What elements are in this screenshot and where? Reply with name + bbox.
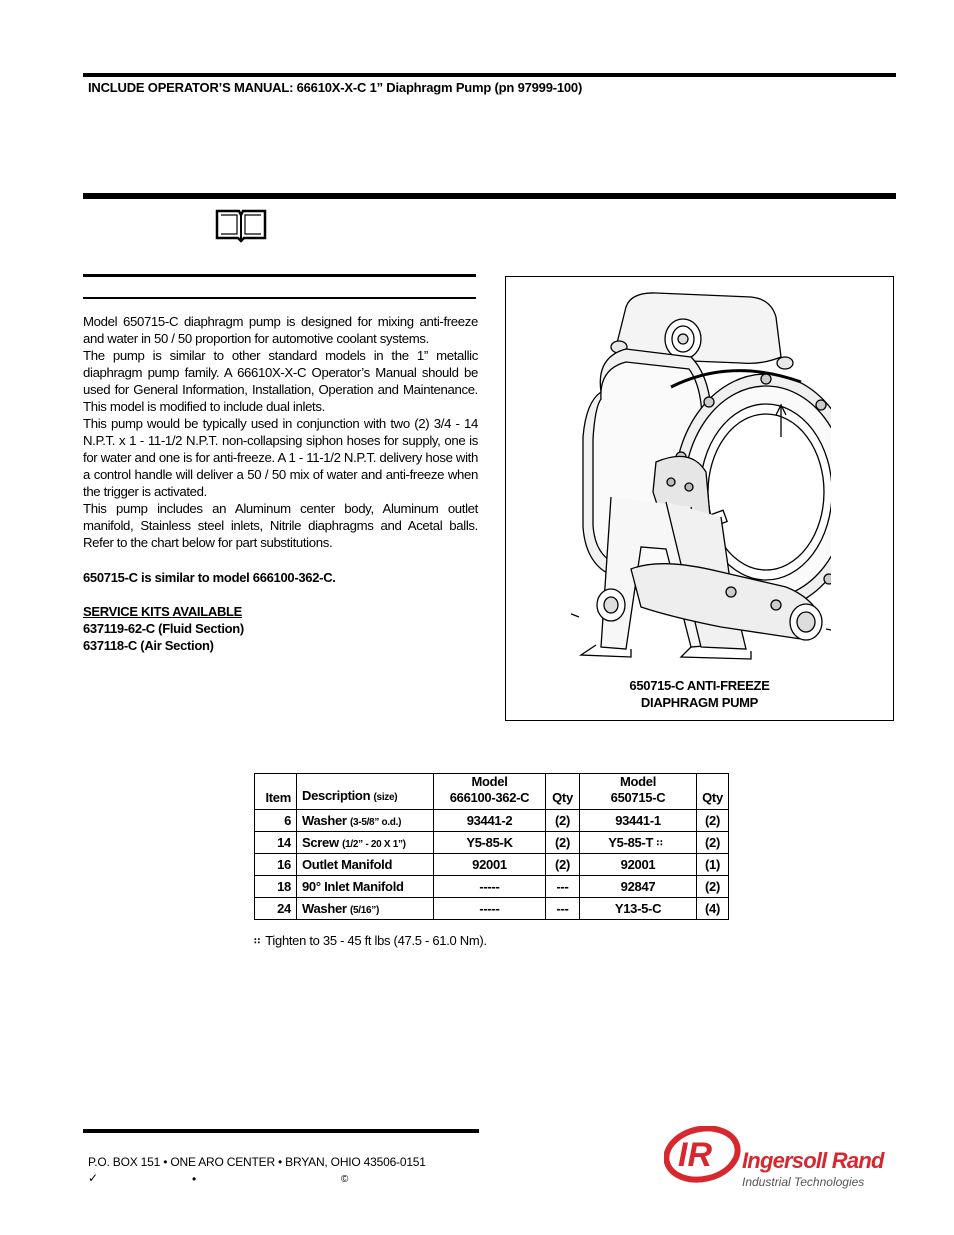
copyright-symbol: © bbox=[341, 1174, 349, 1185]
cell-description-size: (5/16”) bbox=[350, 905, 380, 916]
cell-item: 16 bbox=[255, 854, 297, 876]
header-description-label: Description bbox=[302, 788, 371, 803]
cell-description bbox=[297, 854, 434, 876]
cell-description bbox=[297, 832, 434, 854]
ir-logo-mark bbox=[664, 1126, 894, 1190]
company-address: P.O. BOX 151 • ONE ARO CENTER • BRYAN, OHIO 43506-0151 bbox=[88, 1155, 426, 1169]
intro-paragraph: Model 650715-C diaphragm pump is designed for mixing anti-freeze and water in 50 / 50 proportion for automotive coolant systems. bbox=[83, 314, 478, 346]
cell-qty2: (4) bbox=[697, 898, 729, 920]
intro-text bbox=[83, 313, 478, 551]
logo-brand-text: Ingersoll Rand bbox=[742, 1148, 884, 1173]
section-rule bbox=[83, 193, 896, 199]
header-model2 bbox=[580, 774, 697, 810]
cell-description-size: (1/2” - 20 X 1”) bbox=[342, 839, 406, 850]
cell-description-name: Screw bbox=[302, 835, 339, 850]
cell-description bbox=[297, 876, 434, 898]
torque-mark-icon: ∷ bbox=[254, 936, 260, 946]
service-kits-title: SERVICE KITS AVAILABLE bbox=[83, 604, 243, 619]
logo-mark-text: IR bbox=[678, 1136, 712, 1174]
logo-tagline-text: Industrial Technologies bbox=[742, 1175, 865, 1189]
left-column-rule-1 bbox=[83, 274, 476, 277]
table-header-row bbox=[255, 774, 729, 810]
cell-description-name: Washer bbox=[302, 813, 347, 828]
cell-qty2: (2) bbox=[697, 876, 729, 898]
cell-qty1: (2) bbox=[546, 832, 580, 854]
top-rule bbox=[83, 73, 896, 77]
cell-model2: 92001 bbox=[580, 854, 697, 876]
cell-qty1: (2) bbox=[546, 810, 580, 832]
cell-model1: 92001 bbox=[434, 854, 546, 876]
service-kit-fluid: 637119-62-C (Fluid Section) bbox=[83, 621, 244, 636]
ingersoll-rand-logo bbox=[664, 1126, 894, 1195]
table-row bbox=[255, 810, 729, 832]
intro-paragraph: The pump is similar to other standard models in the 1” metallic diaphragm pump family. A 66610X-X-C Operator’s Manual should be used for General Information, Installation, Operation and Maintenance. This model is modified to include dual inlets. bbox=[83, 348, 478, 414]
cell-item: 14 bbox=[255, 832, 297, 854]
torque-mark-icon: ∷ bbox=[656, 838, 662, 848]
left-column-rule-2 bbox=[83, 297, 476, 299]
footer-rule bbox=[83, 1129, 479, 1133]
cell-model1: ----- bbox=[434, 898, 546, 920]
header-model1 bbox=[434, 774, 546, 810]
figure-caption-line2: DIAPHRAGM PUMP bbox=[640, 695, 759, 710]
figure-caption-line1: 650715-C ANTI-FREEZE bbox=[629, 678, 770, 693]
cell-qty2: (2) bbox=[697, 810, 729, 832]
pump-figure bbox=[505, 276, 894, 721]
header-item: Item bbox=[255, 774, 297, 810]
table-row bbox=[255, 854, 729, 876]
cell-description-name: Outlet Manifold bbox=[302, 857, 393, 872]
header-qty1: Qty bbox=[546, 774, 580, 810]
table-row bbox=[255, 876, 729, 898]
cell-description-size: (3-5/8” o.d.) bbox=[350, 817, 402, 828]
intro-paragraph: This pump includes an Aluminum center body, Aluminum outlet manifold, Stainless steel inlets, Nitrile diaphragms and Acetal balls. Refer to the chart below for part substitutions. bbox=[83, 501, 478, 550]
intro-paragraph: This pump would be typically used in conjunction with two (2) 3/4 - 14 N.P.T. x 1 - 11-1/2 N.P.T. non-collapsing siphon hoses for supply, one is for water and one is for anti-freeze. A 1 - 11-1/2 N.P.T. delivery hose with a control handle will deliver a 50 / 50 mix of water and anti-freeze when the trigger is activated. bbox=[83, 416, 478, 499]
table-row bbox=[255, 832, 729, 854]
cell-description bbox=[297, 810, 434, 832]
header-qty2: Qty bbox=[697, 774, 729, 810]
footer-bullet: • bbox=[192, 1172, 197, 1186]
torque-note bbox=[254, 933, 487, 948]
header-model2-line1: Model bbox=[619, 774, 657, 789]
cell-qty2: (2) bbox=[697, 832, 729, 854]
parts-substitution-table bbox=[254, 773, 729, 920]
cell-model2 bbox=[580, 832, 697, 854]
cell-description bbox=[297, 898, 434, 920]
service-kit-air: 637118-C (Air Section) bbox=[83, 638, 214, 653]
similar-model-note: 650715-C is similar to model 666100-362-C. bbox=[83, 570, 336, 585]
cell-qty2: (1) bbox=[697, 854, 729, 876]
torque-note-text: Tighten to 35 - 45 ft lbs (47.5 - 61.0 Nm). bbox=[265, 933, 487, 948]
open-book-icon bbox=[214, 207, 268, 243]
phone-icon: ✓ bbox=[88, 1171, 99, 1185]
cell-item: 18 bbox=[255, 876, 297, 898]
cell-model1: ----- bbox=[434, 876, 546, 898]
header-model2-line2: 650715-C bbox=[610, 790, 666, 805]
cell-model2-value: Y5-85-T bbox=[608, 835, 654, 850]
cell-qty1: --- bbox=[546, 876, 580, 898]
header-description bbox=[297, 774, 434, 810]
cell-model2: 93441-1 bbox=[580, 810, 697, 832]
service-kits bbox=[83, 603, 244, 654]
cell-item: 6 bbox=[255, 810, 297, 832]
cell-model2: 92847 bbox=[580, 876, 697, 898]
header-model1-line2: 666100-362-C bbox=[449, 790, 530, 805]
figure-caption bbox=[506, 677, 893, 711]
cell-description-name: 90° Inlet Manifold bbox=[302, 879, 404, 894]
table-row bbox=[255, 898, 729, 920]
cell-model1: 93441-2 bbox=[434, 810, 546, 832]
include-manual-text: INCLUDE OPERATOR’S MANUAL: 66610X-X-C 1” Diaphragm Pump (pn 97999-100) bbox=[88, 80, 583, 95]
diaphragm-pump-drawing bbox=[571, 287, 831, 667]
cell-item: 24 bbox=[255, 898, 297, 920]
cell-model2: Y13-5-C bbox=[580, 898, 697, 920]
header-model1-line1: Model bbox=[471, 774, 508, 789]
cell-qty1: --- bbox=[546, 898, 580, 920]
cell-qty1: (2) bbox=[546, 854, 580, 876]
cell-description-name: Washer bbox=[302, 901, 347, 916]
cell-model1: Y5-85-K bbox=[434, 832, 546, 854]
header-description-size: (size) bbox=[373, 792, 398, 803]
